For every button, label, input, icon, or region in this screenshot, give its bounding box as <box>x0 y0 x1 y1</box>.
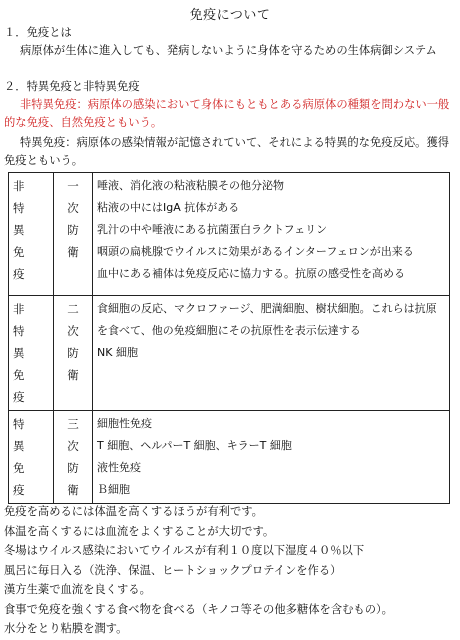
specific-immunity-text: 特異免疫：病原体の感染情報が記憶されていて、それによる特異的な免疫反応。獲得免疫ともいう。 <box>4 136 450 167</box>
section-1-heading: １．免疫とは <box>4 26 72 39</box>
tip-line: 食事で免疫を強くする食べ物を食べる（キノコ等その他多糖体を含むもの）。 <box>4 602 393 616</box>
page-title: 免疫について <box>189 8 271 23</box>
nonspecific-immunity-text: 非特異免疫：病原体の感染において身体にもともとある病原体の種類を問わない一般的な免疫、自然免疫ともいう。 <box>4 98 450 129</box>
list-item: 食細胞の反応、マクロファージ、肥満細胞、樹状細胞。これらは抗原を食べて、他の免疫細胞にその抗原性を表示伝達する <box>97 302 437 337</box>
list-item: 唾液、消化液の粘液粘膜その他分泌物 <box>97 179 284 192</box>
tip-line: 水分をとり粘膜を潤す。 <box>4 622 128 635</box>
immunity-type-cell: 特 異 免 疫 <box>9 411 54 504</box>
defense-table <box>8 172 450 504</box>
list-item: Ｂ細胞 <box>97 483 130 496</box>
defense-order-cell: 二 次 防 衛 <box>54 296 93 411</box>
immunity-type-cell: 非 特 異 免 疫 <box>9 173 54 296</box>
tip-line: 漢方生薬で血流を良くする。 <box>4 583 151 596</box>
immunity-type-cell: 非 特 異 免 疫 <box>9 296 54 411</box>
tip-line: 体温を高くするには血流をよくすることが大切です。 <box>4 524 275 538</box>
list-item: 血中にある補体は免疫反応に協力する。抗原の感受性を高める <box>97 267 405 280</box>
defense-order-cell: 三 次 防 衛 <box>54 411 93 504</box>
tip-line: 冬場はウイルス感染においてウイルスが有利１０度以下湿度４０％以下 <box>4 544 365 557</box>
list-item: 液性免疫 <box>97 461 141 474</box>
list-item: 粘液の中にはIgA 抗体がある <box>97 201 240 214</box>
table-row-first-defense <box>9 173 450 296</box>
tip-line: 免疫を高めるには体温を高くするほうが有利です。 <box>4 505 263 518</box>
defense-items-cell <box>93 296 450 411</box>
section-1-text: 病原体が生体に進入しても、発病しないように身体を守るための生体病御システム <box>20 44 437 57</box>
list-item: 咽頭の扁桃腺でウイルスに効果があるインターフェロンが出来る <box>97 245 414 258</box>
list-item: 細胞性免疫 <box>97 417 152 430</box>
list-item: 乳汁の中や唾液にある抗菌蛋白ラクトフェリン <box>97 223 328 236</box>
table-row-second-defense <box>9 296 450 411</box>
defense-items-cell <box>93 173 450 296</box>
defense-items-cell <box>93 411 450 504</box>
list-item: NK 細胞 <box>97 346 138 359</box>
immunity-tips <box>4 502 456 639</box>
list-item: T 細胞、ヘルパーT 細胞、キラーT 細胞 <box>97 439 292 452</box>
table-row-third-defense <box>9 411 450 504</box>
section-2-heading: ２．特異免疫と非特異免疫 <box>4 80 140 93</box>
defense-order-cell: 一 次 防 衛 <box>54 173 93 296</box>
tip-line: 風呂に毎日入る（洗浄、保温、ヒートショックプロテインを作る） <box>4 563 342 577</box>
